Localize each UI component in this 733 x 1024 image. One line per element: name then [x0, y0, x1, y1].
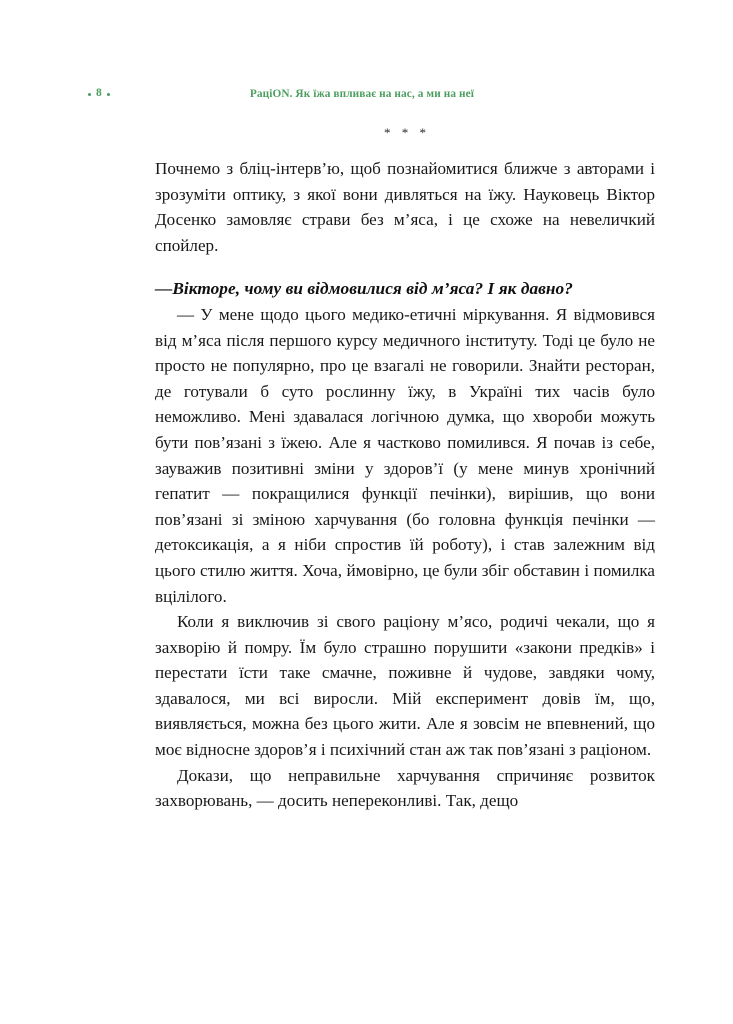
running-head — [88, 86, 648, 102]
folio-dot-right-icon — [107, 93, 110, 96]
interview-question: —Вікторе, чому ви відмовилися від м’яса? І як давно? — [155, 279, 573, 299]
folio-dot-left-icon — [88, 93, 91, 96]
paragraph-answer-3: Докази, що неправильне харчування спричиняє розвиток захворювань, — досить непереконливі. Так, дещо — [155, 765, 655, 811]
paragraph-answer-1: — У мене щодо цього медико-етичні міркування. Я відмовився від м’яса після першого курсу медичного інституту. Тоді це було не просто не популярно, про це взагалі не говорили. Знайти ресторан, де готували б суто рослинну їжу, в Україні тих часів було неможливо. Мені здавалася логічною думка, що хвороби можуть бути пов’язані з їжею. Але я частково помилився. Я почав із себе, зауважив позитивні зміни у здоров’ї (у мене минув хронічний гепатит — покращилися функції печінки), вирішив, що вони пов’язані зі зміною харчування (бо головна функція печінки — детоксикація, а я ніби спростив їй роботу), і став залежним від цього стилю життя. Хоча, ймовірно, це були збіг обставин і помилка вцілілого. — [155, 304, 655, 606]
paragraph-intro: Почнемо з бліц-інтерв’ю, щоб познайомитися ближче з авторами і зрозуміти оптику, з якої вони дивляться на їжу. Науковець Віктор Досенко замовляє страви без м’яса, і це схоже на невеличкий спойлер. — [155, 159, 655, 255]
page-number: 8 — [96, 87, 102, 100]
paragraph-answer-2: Коли я виключив зі свого раціону м’ясо, родичі чекали, що я захворію й помру. Їм було страшно порушити «закони предків» і перестати їсти таке смачне, поживне й чудове, завдяки чому, здавалося, ми всі виросли. Мій експеримент довів їм, що, виявляється, можна без цього жити. Але я зовсім не впевнений, що моє відносне здоров’я і психічний стан аж так пов’язані з раціоном. — [155, 612, 655, 760]
section-separator: * * * — [384, 125, 430, 140]
folio — [88, 88, 110, 100]
text-block — [155, 124, 655, 814]
running-head-title: РаціON. Як їжа впливає на нас, а ми на неї — [249, 88, 474, 100]
